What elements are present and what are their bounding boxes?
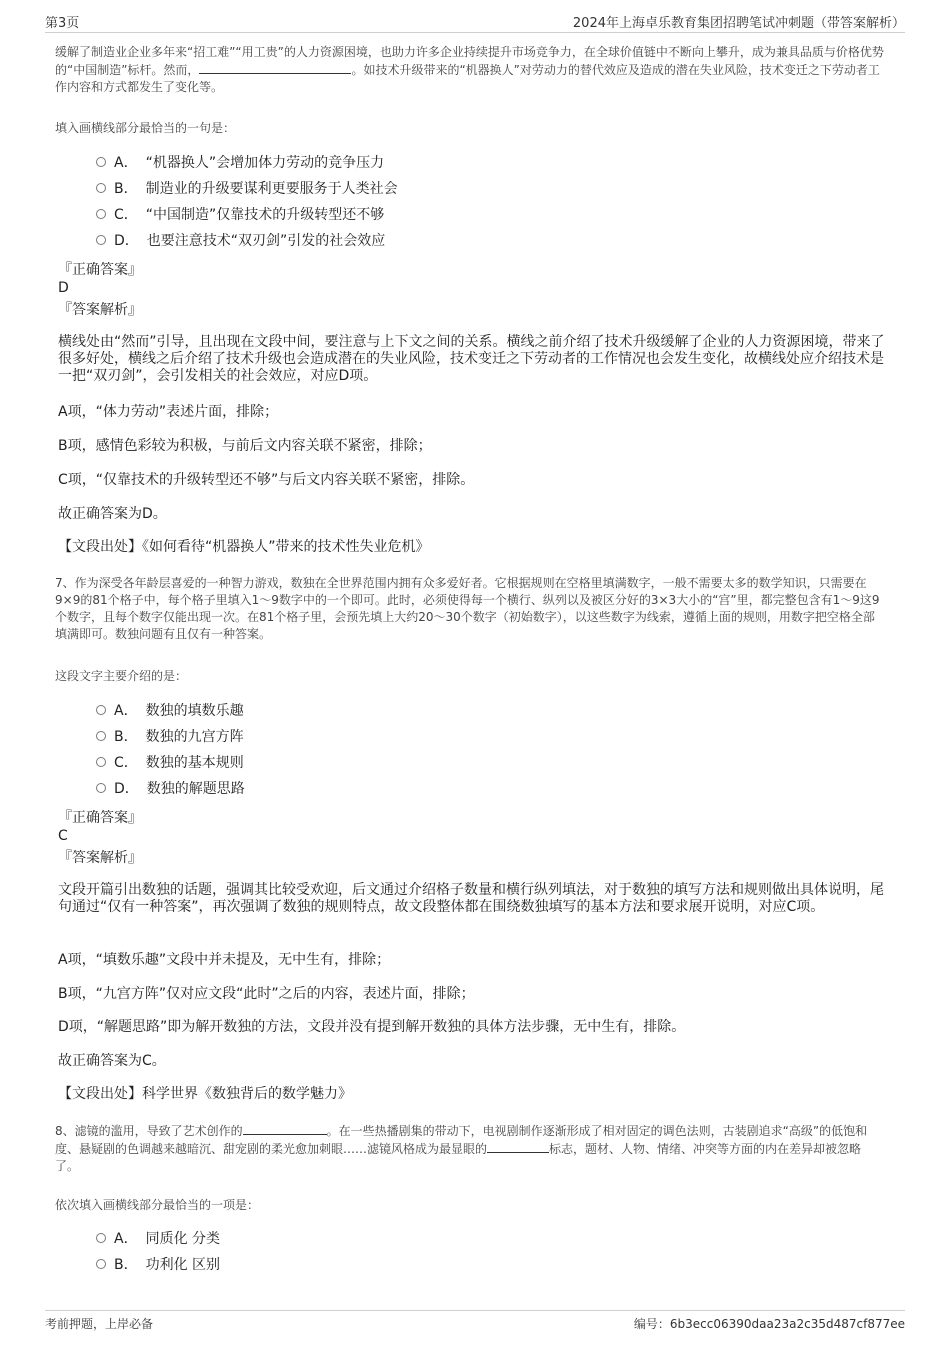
option-text: “机器换人”会增加体力劳动的竞争压力: [145, 155, 385, 171]
q6-passage: [55, 44, 885, 96]
q6-analysis-a: A项，“体力劳动”表述片面，排除；: [58, 404, 279, 420]
q6-blank: [199, 61, 351, 74]
option-letter: B．: [114, 1257, 138, 1273]
page-header: [45, 12, 905, 33]
radio-icon[interactable]: [96, 235, 106, 245]
q6-analysis-label: 『答案解析』: [58, 302, 142, 318]
q8-passage-part3: 标志，题材、人物、情绪、冲突等方面的内在差异却被忽略了。: [55, 1142, 862, 1173]
document-id: 编号：6b3ecc06390daa23a2c35d487cf877ee: [633, 1317, 905, 1331]
radio-icon[interactable]: [96, 183, 106, 193]
option-letter: B．: [114, 181, 138, 197]
q6-correct-answer: D: [58, 280, 69, 296]
radio-icon[interactable]: [96, 757, 106, 767]
q7-conclusion: 故正确答案为C。: [58, 1053, 166, 1069]
option-letter: D．: [114, 233, 139, 249]
q6-passage-part2: 。如技术升级带来的“机器换人”对劳动力的替代效应及造成的潜在失业风险，技术变迁之下劳动者工作内容和方式都发生了变化等。: [55, 63, 880, 94]
page-footer: [45, 1310, 905, 1333]
option-text: 数独的基本规则: [145, 755, 244, 771]
option-letter: B．: [114, 729, 138, 745]
q7-correct-answer: C: [58, 828, 68, 844]
option-letter: C．: [114, 755, 138, 771]
q8-passage: [55, 1122, 885, 1175]
page-number: 第3页: [45, 16, 80, 31]
q6-conclusion: 故正确答案为D。: [58, 506, 167, 522]
q7-option-a[interactable]: [96, 701, 244, 721]
q7-passage: 7、作为深受各年龄层喜爱的一种智力游戏，数独在全世界范围内拥有众多爱好者。它根据规则在空格里填满数字，一般不需要太多的数学知识，只需要在9×9的81个格子中，每个格子里填入1～9数字中的一个即可。此时，必须使得每一个横行、纵列以及被区分好的3×3大小的“宫”里，都完整包含有1～9这9个数字，且每个数字仅能出现一次。在81个格子里，会预先填上大约20～30个数字（初始数字），以这些数字为线索，遵循上面的规则，用数字把空格全部填满即可。数独问题有且仅有一种答案。: [55, 576, 880, 641]
radio-icon[interactable]: [96, 783, 106, 793]
q7-source: 【文段出处】科学世界《数独背后的数学魅力》: [58, 1086, 352, 1102]
q8-option-b[interactable]: [96, 1255, 220, 1275]
radio-icon[interactable]: [96, 731, 106, 741]
q7-option-d[interactable]: [96, 779, 245, 799]
q8-blank-1: [243, 1122, 327, 1135]
q7-correct-label: 『正确答案』: [58, 810, 142, 826]
option-text: 制造业的升级要谋利更要服务于人类社会: [145, 181, 398, 197]
option-letter: C．: [114, 207, 138, 223]
q6-analysis-c: C项，“仅靠技术的升级转型还不够”与后文内容关联不紧密，排除。: [58, 472, 475, 488]
option-text: 数独的填数乐趣: [145, 703, 244, 719]
q7-analysis: 文段开篇引出数独的话题，强调其比较受欢迎，后文通过介绍格子数量和横行纵列填法，对于数独的填写方法和规则做出具体说明，尾句通过“仅有一种答案”，再次强调了数独的规则特点，故文段整体都在围绕数独填写的基本方法和要求展开说明，对应C项。: [58, 882, 884, 915]
option-text: 数独的解题思路: [146, 781, 245, 797]
q6-source: 【文段出处】《如何看待“机器换人”带来的技术性失业危机》: [58, 539, 430, 555]
q8-option-a[interactable]: [96, 1229, 220, 1249]
q8-passage-part1: 8、滤镜的滥用，导致了艺术创作的: [55, 1124, 243, 1138]
q7-analysis-label: 『答案解析』: [58, 850, 142, 866]
option-text: “中国制造”仅靠技术的升级转型还不够: [145, 207, 385, 223]
option-letter: D．: [114, 781, 139, 797]
q7-option-c[interactable]: [96, 753, 244, 773]
q6-option-c[interactable]: [96, 205, 384, 225]
option-letter: A．: [114, 155, 138, 171]
q7-prompt: 这段文字主要介绍的是：: [55, 669, 188, 683]
q6-correct-label: 『正确答案』: [58, 262, 142, 278]
radio-icon[interactable]: [96, 157, 106, 167]
q6-analysis: 横线处由“然而”引导，且出现在文段中间，要注意与上下文之间的关系。横线之前介绍了技术升级缓解了企业的人力资源困境，带来了很多好处，横线之后介绍了技术升级也会造成潜在的失业风险，技术变迁之下劳动者的工作情况也会发生变化，故横线处应介绍技术是一把“双刃剑”，会引发相关的社会效应，对应D项。: [58, 334, 885, 384]
q6-option-a[interactable]: [96, 153, 384, 173]
radio-icon[interactable]: [96, 209, 106, 219]
q8-prompt: 依次填入画横线部分最恰当的一项是：: [55, 1198, 260, 1212]
q7-option-b[interactable]: [96, 727, 244, 747]
option-text: 也要注意技术“双刃剑”引发的社会效应: [146, 233, 386, 249]
footer-slogan: 考前押题，上岸必备: [45, 1317, 154, 1331]
q6-passage-part1: 缓解了制造业企业多年来“招工难”“用工贵”的人力资源困境，也助力许多企业持续提升市场竞争力，在全球价值链中不断向上攀升，成为兼具品质与价格优势的“中国制造”标杆。然而，: [55, 45, 884, 77]
q6-analysis-b: B项，感情色彩较为积极，与前后文内容关联不紧密，排除；: [58, 438, 432, 454]
q8-blank-2: [487, 1140, 549, 1153]
radio-icon[interactable]: [96, 705, 106, 715]
option-text: 功利化 区别: [145, 1257, 221, 1273]
option-letter: A．: [114, 1231, 138, 1247]
q8-passage-part2: 。在一些热播剧集的带动下，电视剧制作逐渐形成了相对固定的调色法则，古装剧追求“高级”的低饱和度、悬疑剧的色调越来越暗沉、甜宠剧的柔光愈加刺眼……滤镜风格成为最显眼的: [55, 1124, 868, 1156]
q6-prompt: 填入画横线部分最恰当的一句是：: [55, 121, 236, 135]
radio-icon[interactable]: [96, 1259, 106, 1269]
q7-analysis-b: B项，“九宫方阵”仅对应文段“此时”之后的内容，表述片面，排除；: [58, 986, 475, 1002]
option-letter: A．: [114, 703, 138, 719]
option-text: 同质化 分类: [145, 1231, 221, 1247]
radio-icon[interactable]: [96, 1233, 106, 1243]
q6-option-b[interactable]: [96, 179, 398, 199]
q7-analysis-a: A项，“填数乐趣”文段中并未提及，无中生有，排除；: [58, 952, 391, 968]
document-title: 2024年上海卓乐教育集团招聘笔试冲刺题（带答案解析）: [572, 16, 905, 31]
option-text: 数独的九宫方阵: [145, 729, 244, 745]
q6-option-d[interactable]: [96, 231, 385, 251]
q7-analysis-d: D项，“解题思路”即为解开数独的方法，文段并没有提到解开数独的具体方法步骤，无中生有，排除。: [58, 1019, 686, 1035]
